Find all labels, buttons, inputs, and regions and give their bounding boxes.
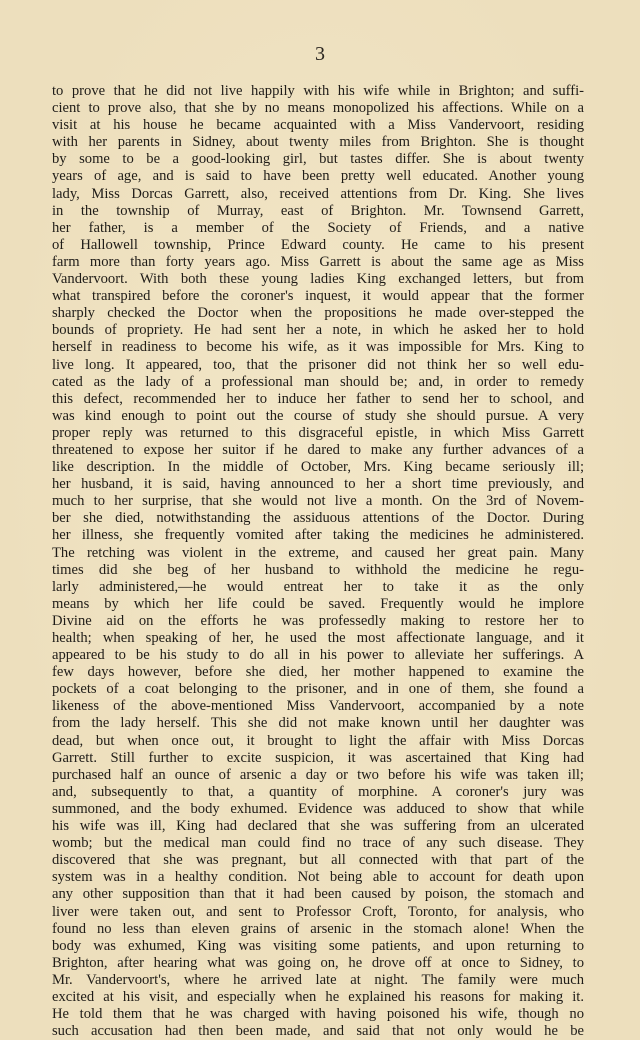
text-line: by some to be a good-looking girl, but tastes differ. She is about twenty [52,151,584,168]
text-line: to prove that he did not live happily with his wife while in Brighton; and suffi- [52,83,584,99]
text-line: sharply checked the Doctor when the propositions he made over-stepped the [52,305,584,322]
text-line: liver were taken out, and sent to Professor Croft, Toronto, for analysis, who [52,903,584,920]
text-line: was kind enough to point out the course of study she should pursue. A very [52,407,584,424]
text-line: bounds of propriety. He had sent her a note, in which he asked her to hold [52,322,584,339]
text-line: health; when speaking of her, he used the most affectionate language, and it [52,630,584,646]
text-line: visit at his house he became acquainted with a Miss Vandervoort, residing [52,117,584,134]
text-line: in the township of Murray, east of Brighton. Mr. Townsend Garrett, [52,202,584,219]
text-line: body was exhumed, King was visiting some patients, and upon returning to [52,937,584,954]
text-line: Divine aid on the efforts he was professedly making to restore her to [52,612,584,629]
text-line: what transpired before the coroner's inquest, it would appear that the former [52,288,584,305]
text-line: womb; but the medical man could find no trace of any such disease. They [52,835,584,852]
text-line: dead, but when once out, it brought to light the affair with Miss Dorcas [52,732,584,749]
text-line: live long. It appeared, too, that the prisoner did not think her so well edu- [52,356,584,373]
text-line: proper reply was returned to this disgraceful epistle, in which Miss Garrett [52,424,584,441]
text-line: herself in readiness to become his wife, as it was impossible for Mrs. King to [52,339,584,356]
text-line: summoned, and the body exhumed. Evidence was adduced to show that while [52,800,584,817]
text-line: such accusation had then been made, and said that not only would he be [52,1023,584,1040]
text-line: like description. In the middle of October, Mrs. King became seriously ill; [52,459,584,476]
text-line: found no less than eleven grains of arsenic in the stomach alone! When the [52,920,584,937]
text-line: of Hallowell township, Prince Edward county. He came to his present [52,236,584,253]
text-line: much to her surprise, that she would not live a month. On the 3rd of Novem- [52,493,584,510]
text-line: her father, is a member of the Society of Friends, and a native [52,219,584,236]
text-line: threatened to expose her suitor if he dared to make any further advances of a [52,441,584,458]
text-line: ber she died, notwithstanding the assiduous attentions of the Doctor. During [52,510,584,527]
text-line: pockets of a coat belonging to the prisoner, and in one of them, she found a [52,681,584,698]
text-line: Vandervoort. With both these young ladies King exchanged letters, but from [52,271,584,288]
body-text [52,83,584,1040]
text-line: farm more than forty years ago. Miss Garrett is about the same age as Miss [52,253,584,270]
page-number: 3 [315,43,325,65]
text-line: any other supposition than that it had been caused by poison, the stomach and [52,886,584,903]
text-line: system was in a healthy condition. Not being able to account for death upon [52,869,584,886]
text-line: this defect, recommended her to induce her father to send her to school, and [52,390,584,407]
text-line: his wife was ill, King had declared that she was suffering from an ulcerated [52,818,584,835]
text-line: lady, Miss Dorcas Garrett, also, received attentions from Dr. King. She lives [52,185,584,202]
text-line: means by which her life could be saved. Frequently would he implore [52,595,584,612]
text-line: cient to prove also, that she by no means monopolized his affections. While on a [52,100,584,117]
text-line: discovered that she was pregnant, but all connected with that part of the [52,852,584,869]
text-line: The retching was violent in the extreme, and caused her great pain. Many [52,544,584,561]
text-line: and, subsequently to that, a quantity of morphine. A coroner's jury was [52,783,584,800]
text-line: excited at his visit, and especially when he explained his reasons for making it. [52,988,584,1005]
text-line: years of age, and is said to have been pretty well educated. Another young [52,168,584,185]
text-line: larly administered,—he would entreat her to take it as the only [52,578,584,595]
text-line: few days however, before she died, her mother happened to examine the [52,664,584,681]
text-line: Brighton, after hearing what was going on, he drove off at once to Sidney, to [52,954,584,971]
text-line: cated as the lady of a professional man should be; and, in order to remedy [52,373,584,390]
text-line: purchased half an ounce of arsenic a day or two before his wife was taken ill; [52,766,584,783]
text-line: appeared to be his study to do all in his power to alleviate her sufferings. A [52,647,584,664]
text-line: Garrett. Still further to excite suspicion, it was ascertained that King had [52,749,584,766]
text-line: her husband, it is said, having announced to her a short time previously, and [52,476,584,493]
text-line: with her parents in Sidney, about twenty miles from Brighton. She is thought [52,134,584,151]
text-line: Mr. Vandervoort's, where he arrived late at night. The family were much [52,971,584,988]
text-line: likeness of the above-mentioned Miss Vandervoort, accompanied by a note [52,698,584,715]
text-line: from the lady herself. This she did not make known until her daughter was [52,715,584,732]
text-line: times did she beg of her husband to withhold the medicine he regu- [52,561,584,578]
text-line: her illness, she frequently vomited after taking the medicines he administered. [52,527,584,544]
text-line: He told them that he was charged with having poisoned his wife, though no [52,1006,584,1023]
